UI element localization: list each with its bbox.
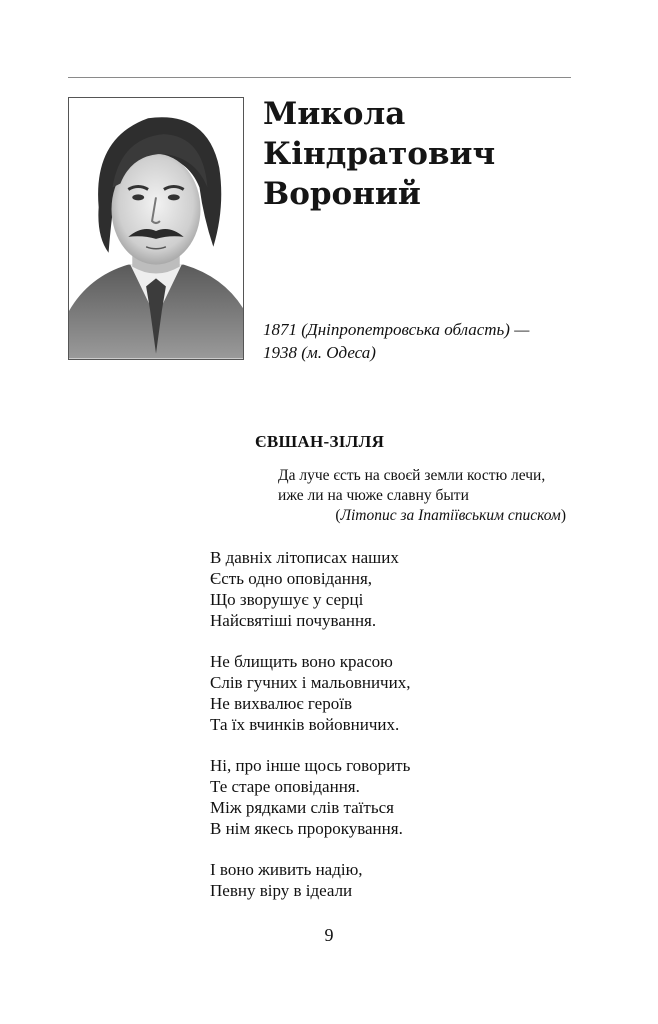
stanza: [210, 859, 410, 901]
author-dates-line: 1871 (Дніпропетровська область) —: [263, 320, 530, 339]
poem-line: Певну віру в ідеали: [210, 881, 353, 900]
poem-line: Що зворушує у серці: [210, 590, 364, 609]
stanza: [210, 651, 410, 735]
epigraph-line: иже ли на чюже славну быти: [278, 487, 469, 504]
header-rule: [68, 77, 571, 78]
poem-line: Слів гучних і мальовничих,: [210, 673, 411, 692]
stanza: [210, 547, 410, 631]
poem-line: Єсть одно оповідання,: [210, 569, 373, 588]
page-number: 9: [324, 925, 334, 945]
epigraph-source-text: Літопис за Іпатіївським списком: [340, 507, 561, 524]
poem-line: Не блищить воно красою: [210, 652, 393, 671]
poem-line: В давніх літописах наших: [210, 548, 399, 567]
author-name-line: Вороний: [263, 176, 421, 212]
stanza: [210, 755, 410, 839]
epigraph-source: [278, 506, 578, 526]
poem-line: Між рядками слів таїться: [210, 798, 394, 817]
author-dates-line: 1938 (м. Одеса): [263, 343, 376, 362]
poem-line: Ні, про інше щось говорить: [210, 756, 411, 775]
poem-epigraph: [278, 466, 578, 526]
poem-title: ЄВШАН-ЗІЛЛЯ: [255, 432, 385, 451]
poem-line: В нім якесь пророкування.: [210, 819, 403, 838]
epigraph-source-close: ): [560, 507, 566, 524]
author-dates: [263, 318, 573, 364]
author-name: [263, 94, 563, 214]
poem-line: Те старе оповідання.: [210, 777, 360, 796]
epigraph-line: Да луче єсть на своєй земли костю лечи,: [278, 467, 546, 484]
author-name-line: Микола: [263, 96, 406, 132]
epigraph-source-open: (: [335, 507, 341, 524]
author-name-line: Кіндратович: [263, 136, 496, 172]
poem-line: Та їх вчинків войовничих.: [210, 715, 400, 734]
poem-body: [210, 547, 410, 921]
author-portrait: [68, 97, 244, 360]
poem-line: Не вихвалює героїв: [210, 694, 352, 713]
poem-line: І воно живить надію,: [210, 860, 363, 879]
poem-line: Найсвятіші почування.: [210, 611, 377, 630]
